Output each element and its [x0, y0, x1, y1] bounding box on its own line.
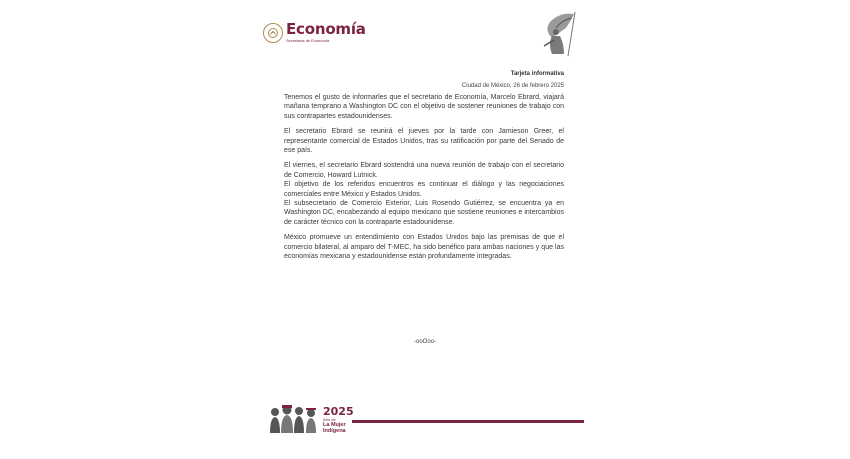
flag-bearer-illustration-icon: [530, 10, 582, 58]
paragraph: El objetivo de los referidos encuentros es continuar el diálogo y las negociaciones comerciales entre México y Estados Unidos.: [284, 181, 564, 198]
document-body: [284, 93, 564, 268]
closing-mark: -ooOoo-: [413, 339, 436, 345]
paragraph: El subsecretario de Comercio Exterior, Luis Rosendo Gutiérrez, se encuentra ya en Washington DC, encabezando al equipo mexicano que sostiene reuniones e intercambios de carácter técnico con la contraparte estadounidense.: [284, 200, 564, 226]
footer-line-mujer: La Mujer: [323, 422, 346, 428]
footer-year-brand: [323, 406, 354, 434]
footer-divider: [352, 420, 584, 423]
logo-title: Economía: [286, 20, 366, 38]
indigenous-women-illustration-icon: [268, 403, 320, 433]
paragraph: El viernes, el secretario Ebrard sostendrá una nueva reunión de trabajo con el secretario de Comercio, Howard Lutnick.: [284, 162, 564, 179]
economia-logo: [263, 22, 366, 43]
paragraph: México promueve un entendimiento con Estados Unidos bajo las premisas de que el comercio bilateral, al amparo del T-MEC, ha sido benéfico para ambas naciones y que las economías mexicana y estadounidense están profundamente integradas.: [284, 234, 564, 261]
document-date: Ciudad de México, 26 de febrero 2025: [461, 83, 564, 89]
logo-subtitle: Secretaría de Economía: [286, 38, 330, 43]
paragraph: El secretario Ebrard se reunirá el jueves por la tarde con Jamieson Greer, el representante comercial de Estados Unidos, tras su ratificación por parte del Senado de ese país.: [284, 128, 564, 155]
paragraph: Tenemos el gusto de informarles que el secretario de Economía, Marcelo Ebrard, viajará mañana temprano a Washington DC con el objetivo de sostener reuniones de trabajo con sus contrapartes estadounidenses.: [284, 94, 564, 120]
national-seal-icon: [263, 23, 283, 43]
document-type: Tarjeta informativa: [510, 71, 564, 77]
footer-line-indigena: Indígena: [323, 428, 346, 434]
footer-year: 2025: [323, 405, 354, 418]
footer-line-ano: Año de: [323, 417, 336, 422]
